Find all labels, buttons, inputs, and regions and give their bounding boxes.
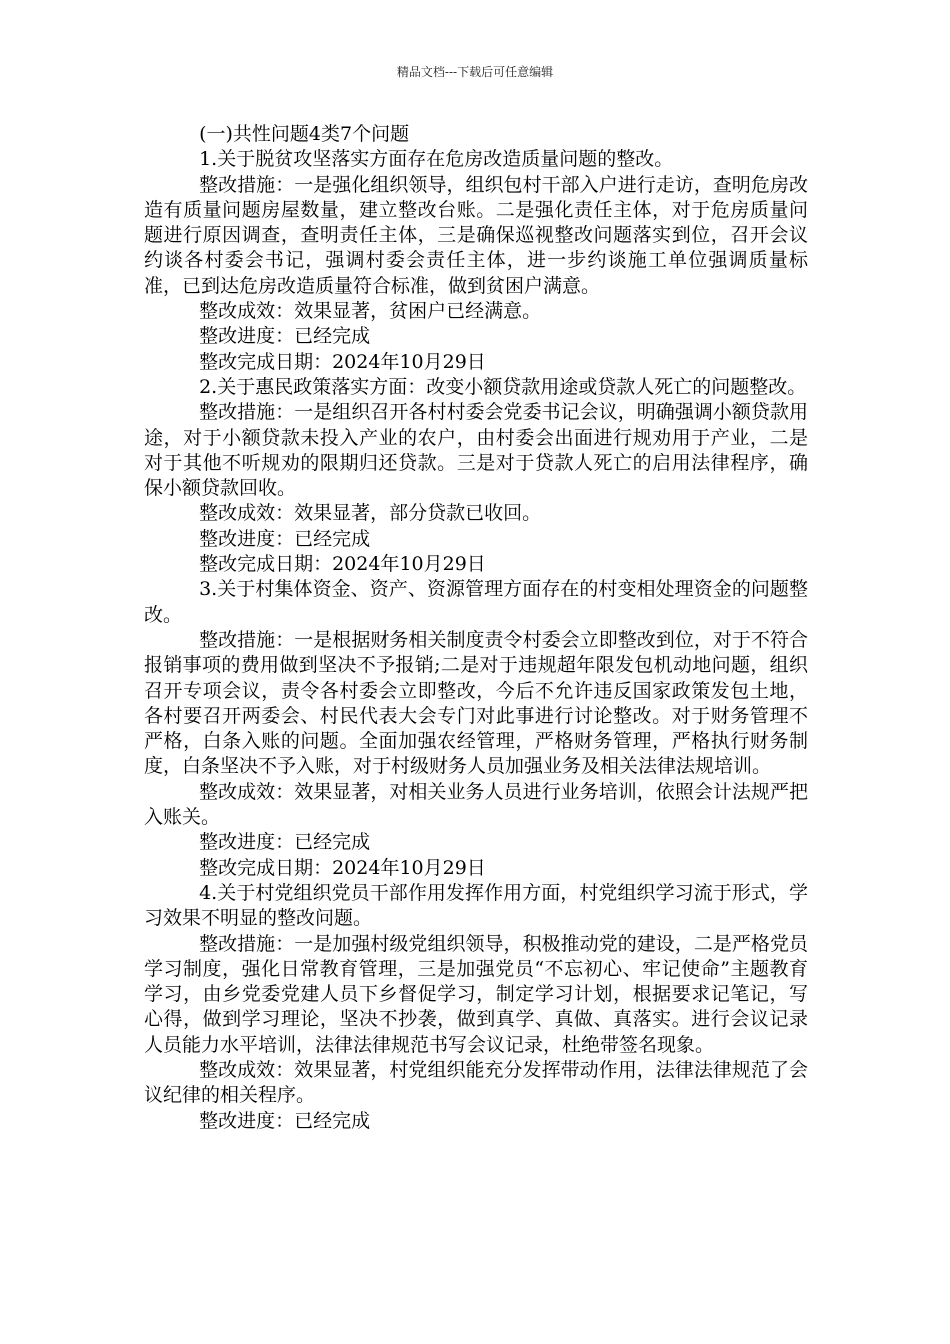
issue-2-results: 整改成效：效果显著，部分贷款已收回。 (199, 502, 542, 525)
issue-1-measures: 整改措施：一是强化组织领导，组织包村干部入户进行走访，查明危房改造有质量问题房屋数量，建立整改台账。二是强化责任主体，对于危房质量问题进行原因调查，查明责任主体，三是确保巡视整改问题落实到位，召开会议约谈各村委会书记，强调村委会责任主体，进一步约谈施工单位强调质量标准，已到达危房改造质量符合标准，做到贫困户满意。 (144, 173, 808, 297)
issue-3-title: 3.关于村集体资金、资产、资源管理方面存在的村变相处理资金的问题整改。 (144, 578, 808, 626)
issue-4-progress: 整改进度：已经完成 (199, 1109, 371, 1132)
issue-4-title: 4.关于村党组织党员干部作用发挥作用方面，村党组织学习流于形式，学习效果不明显的整改问题。 (144, 881, 808, 930)
issue-2-completion-date: 整改完成日期：2024年10月29日 (199, 553, 486, 576)
issue-2-measures: 整改措施：一是组织召开各村村委会党委书记会议，明确强调小额贷款用途，对于小额贷款未投入产业的农户，由村委会出面进行规劝用于产业，二是对于其他不听规劝的限期归还贷款。三是对于贷款人死亡的启用法律程序，确保小额贷款回收。 (144, 401, 808, 500)
issue-1-completion-date: 整改完成日期：2024年10月29日 (199, 350, 486, 373)
section-heading: (一)共性问题4类7个问题 (199, 123, 410, 145)
issue-1-results: 整改成效：效果显著，贫困户已经满意。 (199, 300, 542, 323)
issue-2-title: 2.关于惠民政策落实方面：改变小额贷款用途或贷款人死亡的问题整改。 (199, 375, 807, 398)
issue-2-progress: 整改进度：已经完成 (199, 527, 371, 550)
issue-1-progress: 整改进度：已经完成 (199, 325, 371, 348)
issue-3-progress: 整改进度：已经完成 (199, 831, 371, 854)
issue-3-measures: 整改措施：一是根据财务相关制度责令村委会立即整改到位，对于不符合报销事项的费用做到坚决不予报销;二是对于违规超年限发包机动地问题，组织召开专项会议，责令各村委会立即整改，今后不允许违反国家政策发包土地，各村要召开两委会、村民代表大会专门对此事进行讨论整改。对于财务管理不严格，白条入账的问题。全面加强农经管理，严格财务管理，严格执行财务制度，白条坚决不予入账，对于村级财务人员加强业务及相关法律法规培训。 (144, 628, 808, 778)
issue-1-title: 1.关于脱贫攻坚落实方面存在危房改造质量问题的整改。 (199, 148, 674, 171)
issue-3-results: 整改成效：效果显著，对相关业务人员进行业务培训，依照会计法规严把入账关。 (144, 780, 808, 829)
document-body (144, 122, 808, 1134)
issue-3-completion-date: 整改完成日期：2024年10月29日 (199, 856, 486, 879)
issue-4-measures: 整改措施：一是加强村级党组织领导，积极推动党的建设，二是严格党员学习制度，强化日常教育管理，三是加强党员“不忘初心、牢记使命”主题教育学习，由乡党委党建人员下乡督促学习，制定学习计划，根据要求记笔记，写心得，做到学习理论，坚决不抄袭，做到真学、真做、真落实。进行会议记录人员能力水平培训，法律法律规范书写会议记录，杜绝带签名现象。 (144, 932, 808, 1056)
issue-4-results: 整改成效：效果显著，村党组织能充分发挥带动作用，法律法律规范了会议纪律的相关程序。 (144, 1058, 808, 1107)
page-header: 精品文档---下载后可任意编辑 (396, 65, 554, 79)
